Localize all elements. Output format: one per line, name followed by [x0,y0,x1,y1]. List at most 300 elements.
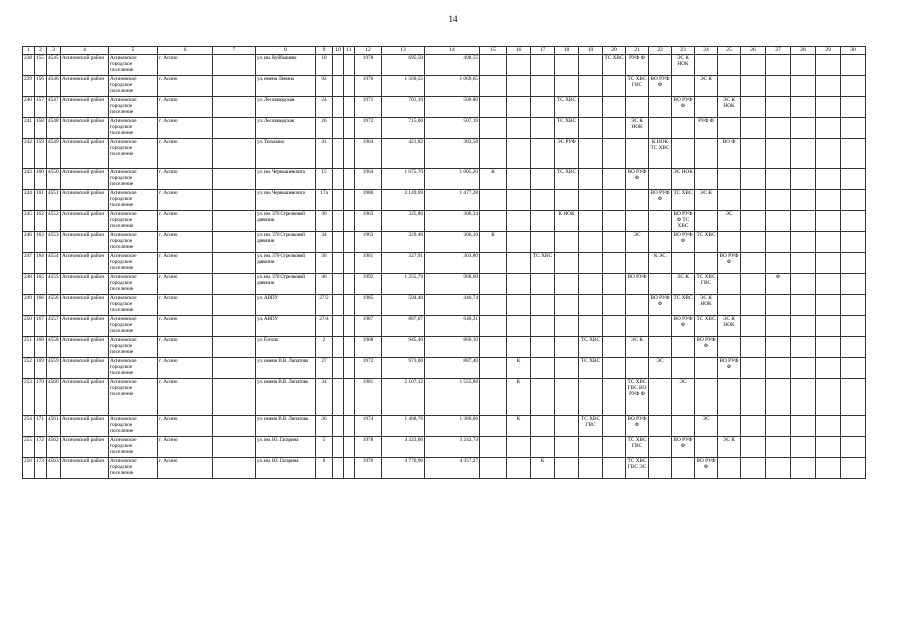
table-cell [766,416,791,437]
table-cell [579,316,603,337]
table-cell: 156 [35,76,47,97]
table-row [23,416,866,437]
table-cell [579,274,603,295]
table-cell [603,358,626,379]
table-cell [480,274,507,295]
table-cell [649,232,672,253]
table-cell: 500,80 [425,97,480,118]
table-cell: Асиновский район [61,139,109,169]
table-cell [741,76,766,97]
table-cell [816,232,841,253]
table-cell: 1976 [355,76,382,97]
table-cell: ЭС РУФ [555,139,579,169]
column-header: 14 [425,47,480,55]
table-cell [695,55,718,76]
table-cell [344,139,355,169]
table-cell: 968,60 [425,274,480,295]
table-cell [718,416,741,437]
table-cell: г. Асино [158,76,213,97]
table-cell: 507,10 [425,118,480,139]
table-cell: 26 [316,118,333,139]
table-cell [791,316,816,337]
table-cell [344,437,355,458]
table-cell: ТС ХВС [672,295,695,316]
table-cell: ТС ХВС [579,337,603,358]
table-cell [531,416,555,437]
table-cell [649,416,672,437]
table-cell: ул. им. Чернышевского [256,169,316,190]
table-cell [531,274,555,295]
table-cell [344,316,355,337]
table-row [23,190,866,211]
table-cell [213,416,256,437]
table-cell: 159 [35,139,47,169]
table-cell: ЭС К НОК [695,295,718,316]
table-cell [531,437,555,458]
table-cell: 166 [35,295,47,316]
table-cell [695,358,718,379]
table-cell [480,55,507,76]
table-cell: ЭС К [718,437,741,458]
table-cell [816,211,841,232]
table-cell [344,169,355,190]
table-cell [603,416,626,437]
table-cell: ул. им. Куйбышева [256,55,316,76]
table-cell: Асиновский район [61,232,109,253]
table-cell: 325,86 [382,211,425,232]
table-cell [816,139,841,169]
table-cell [649,379,672,416]
table-cell: 306,34 [425,211,480,232]
table-cell [741,274,766,295]
table-cell: ТС ХВС ГВС ЭС [626,458,649,479]
table-cell [816,437,841,458]
table-cell [333,274,344,295]
table-cell [695,169,718,190]
column-header: 26 [741,47,766,55]
table-cell: Асиновский район [61,55,109,76]
table-cell: РУФ Ф [695,118,718,139]
table-cell: ТС ХВС [555,169,579,190]
table-cell: 27/4 [316,316,333,337]
table-cell [555,337,579,358]
table-cell [672,253,695,274]
table-cell [579,55,603,76]
table-cell: 172 [35,437,47,458]
table-cell: 4563 [47,458,61,479]
table-cell [480,295,507,316]
table-cell: 1 069,65 [425,76,480,97]
table-cell [480,416,507,437]
table-cell: Асиновское городское поселение [109,437,158,458]
table-cell [213,274,256,295]
table-cell [816,337,841,358]
table-cell [649,97,672,118]
table-cell: 1 477,28 [425,190,480,211]
table-cell [791,169,816,190]
table-cell: ул. имени В.В. Липатова [256,358,316,379]
table-cell: 4559 [47,358,61,379]
table-cell: ТС ХВС [555,97,579,118]
table-cell: Асиновское городское поселение [109,118,158,139]
table-cell [791,139,816,169]
table-cell: 92 [316,76,333,97]
table-cell: 254 [23,416,35,437]
table-cell [766,358,791,379]
table-cell: ТС ХВС [672,190,695,211]
column-header: 11 [344,47,355,55]
table-cell: Асиновский район [61,97,109,118]
table-cell [741,253,766,274]
table-cell [213,169,256,190]
table-cell: 30 [316,211,333,232]
table-row [23,232,866,253]
table-cell [766,190,791,211]
table-cell: 860,10 [425,337,480,358]
table-cell: 887,40 [425,358,480,379]
table-cell: ТС ХВС ГВС [626,437,649,458]
table-cell: 4561 [47,416,61,437]
table-cell [672,458,695,479]
table-cell: г. Асино [158,416,213,437]
table-cell [344,295,355,316]
table-cell [766,97,791,118]
table-row [23,358,866,379]
table-cell: 1 255,79 [382,274,425,295]
table-cell: ЭС [672,379,695,416]
table-cell: г. Асино [158,358,213,379]
table-cell [649,55,672,76]
table-cell: 701,10 [382,97,425,118]
table-cell: ТС ХВС [695,232,718,253]
table-cell [333,190,344,211]
table-cell [816,55,841,76]
table-cell: ул. АВПУ [256,316,316,337]
table-row [23,295,866,316]
table-cell [718,295,741,316]
table-cell [507,295,531,316]
table-cell: 240 [23,97,35,118]
table-cell: ул. имени В.В. Липатова [256,379,316,416]
table-cell [531,211,555,232]
table-cell [603,316,626,337]
table-cell [672,358,695,379]
table-cell [841,274,866,295]
table-cell: ЭС [718,211,741,232]
table-cell [531,316,555,337]
column-header: 2 [35,47,47,55]
table-cell: 1961 [355,253,382,274]
column-header: 24 [695,47,718,55]
table-cell [480,358,507,379]
table-cell: 4560 [47,379,61,416]
table-cell: 1 005,20 [425,169,480,190]
table-cell: ул. АВПУ [256,295,316,316]
table-cell [555,232,579,253]
table-cell [766,458,791,479]
table-cell [741,211,766,232]
table-cell [555,190,579,211]
column-header: 13 [382,47,425,55]
table-cell [718,118,741,139]
table-cell [841,458,866,479]
column-header: 17 [531,47,555,55]
table-row [23,458,866,479]
column-header: 25 [718,47,741,55]
table-cell [579,232,603,253]
table-cell: ЭС [626,232,649,253]
table-cell [649,274,672,295]
table-cell [841,416,866,437]
table-cell: Асиновское городское поселение [109,253,158,274]
table-cell [626,253,649,274]
table-cell [816,295,841,316]
table-cell [841,337,866,358]
table-cell [213,139,256,169]
table-cell: 24 [316,97,333,118]
table-cell: Асиновское городское поселение [109,416,158,437]
column-header: 4 [61,47,109,55]
table-cell [816,190,841,211]
table-cell [480,190,507,211]
table-cell [603,295,626,316]
table-cell [626,139,649,169]
table-cell: Асиновский район [61,169,109,190]
table-cell: 253 [23,379,35,416]
table-cell: 4547 [47,97,61,118]
table-row [23,169,866,190]
table-cell: 168 [35,337,47,358]
table-cell [507,253,531,274]
table-cell [603,211,626,232]
table-cell [333,458,344,479]
table-cell [507,118,531,139]
table-row [23,76,866,97]
table-cell [791,55,816,76]
table-cell [213,211,256,232]
table-cell [816,169,841,190]
table-cell: К [507,379,531,416]
table-row [23,55,866,76]
table-cell: ТС ХВС ГВС ВО РУФ Ф [626,379,649,416]
table-cell: г. Асино [158,169,213,190]
table-cell [579,253,603,274]
table-cell [816,416,841,437]
table-cell: 1 075,70 [382,169,425,190]
table-cell: 165 [35,274,47,295]
table-cell: Асиновский район [61,458,109,479]
table-cell: ЭС [695,416,718,437]
table-cell: ТС ХВС ГВС [579,416,603,437]
table-cell [507,232,531,253]
table-cell [333,316,344,337]
table-cell [649,211,672,232]
table-cell [791,379,816,416]
table-cell: 5 [316,437,333,458]
table-cell: 170 [35,379,47,416]
table-cell [626,316,649,337]
table-cell: К ЭС [649,253,672,274]
table-cell [649,169,672,190]
table-cell: ТС ХВС ГВС [626,76,649,97]
table-cell [333,55,344,76]
table-cell [741,295,766,316]
table-cell: г. Асино [158,253,213,274]
table-cell: 329,46 [382,232,425,253]
table-cell: ВО РУФ Ф [672,437,695,458]
column-header: 5 [109,47,158,55]
table-cell [766,118,791,139]
table-cell: 251 [23,337,35,358]
table-cell: ТС ХВС [531,253,555,274]
table-cell [766,379,791,416]
table-cell: 1 468,76 [382,416,425,437]
table-cell: 255 [23,437,35,458]
column-header: 21 [626,47,649,55]
table-cell [603,97,626,118]
table-cell: ВО Ф [718,139,741,169]
table-cell: г. Асино [158,118,213,139]
table-cell: 36 [316,416,333,437]
table-cell: 306,10 [425,232,480,253]
column-header: 23 [672,47,695,55]
table-cell [344,379,355,416]
table-cell: 1971 [355,97,382,118]
table-cell: ВО РУФ Ф [695,458,718,479]
table-cell [718,458,741,479]
table-cell: 36 [316,253,333,274]
column-header: 9 [316,47,333,55]
table-cell: ЭС К НОК [626,118,649,139]
table-cell [579,437,603,458]
table-cell [213,379,256,416]
table-cell [741,55,766,76]
table-cell [480,211,507,232]
table-row [23,118,866,139]
table-cell: 256 [23,458,35,479]
table-cell [480,253,507,274]
table-cell: Асиновское городское поселение [109,379,158,416]
table-cell [603,253,626,274]
table-cell [816,274,841,295]
table-cell [841,437,866,458]
table-cell [531,379,555,416]
table-cell [766,139,791,169]
table-cell: К [531,458,555,479]
table-cell: ВО РУФ Ф [672,316,695,337]
table-cell: 27 [316,358,333,379]
table-cell: 250 [23,316,35,337]
table-cell: 46 [316,274,333,295]
table-cell: 163 [35,232,47,253]
table-cell [333,379,344,416]
table-cell: РУФ Ф [626,55,649,76]
table-cell: 167 [35,316,47,337]
table-cell: 973,00 [382,358,425,379]
table-cell: Асиновское городское поселение [109,139,158,169]
table-cell [841,211,866,232]
table-cell: 383,58 [425,139,480,169]
table-cell: 421,82 [382,139,425,169]
table-cell: 1976 [355,458,382,479]
table-cell [555,76,579,97]
table-cell: 246 [23,232,35,253]
table-cell [741,190,766,211]
table-cell: ЭС К [695,190,718,211]
table-cell: 1964 [355,139,382,169]
table-cell [531,295,555,316]
table-cell: Асиновский район [61,211,109,232]
table-cell: ТС ХВС [555,118,579,139]
table-cell: 27/2 [316,295,333,316]
table-cell [531,139,555,169]
table-cell [766,437,791,458]
table-cell [344,211,355,232]
table-cell: Ф [766,274,791,295]
table-cell: 1963 [355,211,382,232]
table-cell: 1981 [355,379,382,416]
table-cell [480,337,507,358]
table-cell: 594,40 [382,295,425,316]
table-cell [555,379,579,416]
table-cell: 162 [35,211,47,232]
table-cell [718,379,741,416]
table-cell [766,337,791,358]
column-header: 7 [213,47,256,55]
table-cell [816,97,841,118]
table-cell: 10 [316,55,333,76]
table-cell: 1 560,55 [382,76,425,97]
table-cell: К [507,416,531,437]
table-cell: ул. имени В.В. Липатова [256,416,316,437]
table-cell [480,97,507,118]
table-cell [841,76,866,97]
table-cell [603,379,626,416]
table-cell [603,76,626,97]
table-cell: ВО РУФ Ф [649,295,672,316]
table-cell [816,118,841,139]
table-cell: Асиновский район [61,253,109,274]
table-cell: ул. им. Чернышевского [256,190,316,211]
column-header: 15 [480,47,507,55]
table-row [23,316,866,337]
table-cell: 238 [23,55,35,76]
table-row [23,253,866,274]
table-row [23,97,866,118]
table-cell [841,232,866,253]
table-cell [344,337,355,358]
table-cell [766,55,791,76]
table-cell: ЭС К НОК [672,55,695,76]
table-cell [766,316,791,337]
table-cell: ТС ХВС [603,55,626,76]
table-cell [626,97,649,118]
table-cell [741,169,766,190]
column-header: 8 [256,47,316,55]
table-cell [791,118,816,139]
table-cell: 4551 [47,190,61,211]
column-header: 30 [841,47,866,55]
table-cell [579,211,603,232]
table-cell: К [507,358,531,379]
table-cell: 4545 [47,55,61,76]
table-cell: 945,40 [382,337,425,358]
table-cell: 695,50 [382,55,425,76]
table-cell [555,55,579,76]
table-cell: 4553 [47,232,61,253]
table-cell [333,76,344,97]
table-cell [531,76,555,97]
